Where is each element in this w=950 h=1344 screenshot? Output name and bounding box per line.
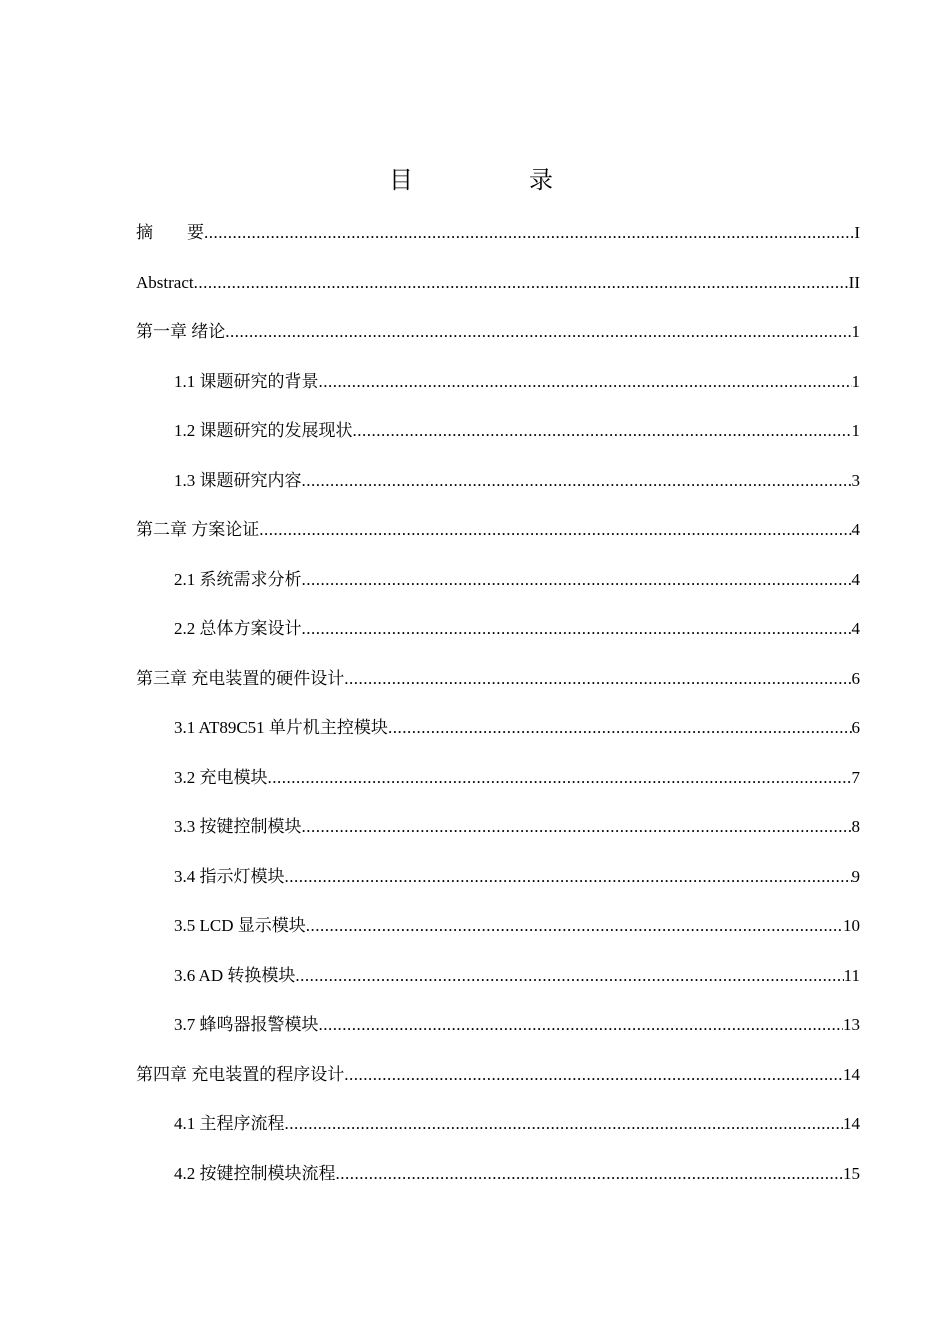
toc-entry-section-2-1[interactable] xyxy=(136,555,860,605)
toc-entry-section-3-1[interactable] xyxy=(136,703,860,753)
toc-entry-page: 3 xyxy=(851,470,860,490)
toc-entry-label: 1.3 课题研究内容 xyxy=(174,470,302,490)
page-title: 目 录 xyxy=(389,168,599,194)
toc-entry-page: I xyxy=(854,223,860,242)
toc-leader-dots xyxy=(344,1050,843,1100)
toc-entry-label: 3.6 AD 转换模块 xyxy=(174,965,296,985)
toc-entry-page: 10 xyxy=(843,916,860,935)
toc-entry-chapter-4[interactable] xyxy=(136,1050,860,1100)
toc-leader-dots xyxy=(194,258,849,308)
toc-leader-dots xyxy=(225,307,851,357)
toc-entry-page: II xyxy=(848,272,860,292)
toc-entry-section-1-3[interactable] xyxy=(136,456,860,506)
toc-entry-page: 9 xyxy=(851,866,860,886)
toc-leader-dots xyxy=(306,901,843,951)
toc-entry-page: 8 xyxy=(851,817,860,836)
toc-entry-label: 3.4 指示灯模块 xyxy=(174,866,285,886)
toc-leader-dots xyxy=(336,1149,844,1199)
toc-leader-dots xyxy=(302,604,852,654)
toc-entry-label: 2.2 总体方案设计 xyxy=(174,619,302,638)
toc-leader-dots xyxy=(319,1000,844,1050)
toc-entry-section-4-2[interactable] xyxy=(136,1149,860,1199)
toc-entry-label: 第一章 绪论 xyxy=(136,322,226,341)
toc-entry-page: 14 xyxy=(843,1064,860,1084)
toc-entry-section-1-1[interactable] xyxy=(136,357,860,407)
toc-entry-page: 7 xyxy=(851,767,860,787)
toc-leader-dots xyxy=(302,456,852,506)
toc-entry-label: 4.1 主程序流程 xyxy=(174,1114,285,1133)
toc-entry-label: 摘 要 xyxy=(136,223,204,242)
toc-entry-label: 3.5 LCD 显示模块 xyxy=(174,916,306,935)
toc-entry-section-4-1[interactable] xyxy=(136,1099,860,1149)
toc-entry-page: 14 xyxy=(843,1114,860,1133)
toc-leader-dots xyxy=(268,753,852,803)
toc-entry-page: 11 xyxy=(843,965,860,985)
toc-entry-section-3-5[interactable] xyxy=(136,901,860,951)
toc-entry-label: 4.2 按键控制模块流程 xyxy=(174,1163,336,1183)
toc-entry-page: 15 xyxy=(843,1163,860,1183)
toc-entry-chapter-1[interactable] xyxy=(136,307,860,357)
toc-entry-label: 1.1 课题研究的背景 xyxy=(174,371,319,391)
toc-entry-label: 3.7 蜂鸣器报警模块 xyxy=(174,1015,319,1034)
toc-entry-label: 3.3 按键控制模块 xyxy=(174,817,302,836)
toc-entry-page: 1 xyxy=(851,322,860,341)
toc-leader-dots xyxy=(319,357,852,407)
toc-entry-label: 第四章 充电装置的程序设计 xyxy=(136,1064,345,1084)
toc-entry-page: 1 xyxy=(851,421,860,440)
toc-leader-dots xyxy=(259,505,851,555)
toc-leader-dots xyxy=(285,852,852,902)
toc-entry-page: 4 xyxy=(851,520,860,539)
toc-entry-section-3-2[interactable] xyxy=(136,753,860,803)
toc-entry-section-3-6[interactable] xyxy=(136,951,860,1001)
toc-entry-label: 3.2 充电模块 xyxy=(174,767,268,787)
toc-entry-page: 6 xyxy=(851,718,860,737)
toc-entry-chapter-3[interactable] xyxy=(136,654,860,704)
toc-leader-dots xyxy=(353,406,852,456)
toc-entry-label: 第二章 方案论证 xyxy=(136,520,260,539)
toc-leader-dots xyxy=(388,703,852,753)
toc-entry-page: 4 xyxy=(851,569,860,589)
toc-list xyxy=(136,208,860,1198)
toc-leader-dots xyxy=(302,802,852,852)
toc-entry-section-2-2[interactable] xyxy=(136,604,860,654)
toc-entry-section-3-4[interactable] xyxy=(136,852,860,902)
toc-leader-dots xyxy=(285,1099,844,1149)
toc-entry-section-1-2[interactable] xyxy=(136,406,860,456)
toc-entry-abstract-cn[interactable] xyxy=(136,208,860,258)
toc-leader-dots xyxy=(204,208,854,258)
toc-leader-dots xyxy=(295,951,843,1001)
toc-entry-label: Abstract xyxy=(136,272,194,292)
toc-entry-section-3-3[interactable] xyxy=(136,802,860,852)
toc-entry-label: 第三章 充电装置的硬件设计 xyxy=(136,668,345,688)
toc-entry-page: 6 xyxy=(851,668,860,688)
toc-entry-chapter-2[interactable] xyxy=(136,505,860,555)
toc-leader-dots xyxy=(302,555,852,605)
toc-entry-page: 13 xyxy=(843,1015,860,1034)
toc-entry-section-3-7[interactable] xyxy=(136,1000,860,1050)
toc-leader-dots xyxy=(344,654,851,704)
toc-entry-page: 4 xyxy=(851,619,860,638)
toc-entry-label: 2.1 系统需求分析 xyxy=(174,569,302,589)
toc-entry-label: 1.2 课题研究的发展现状 xyxy=(174,421,353,440)
toc-entry-abstract-en[interactable] xyxy=(136,258,860,308)
toc-entry-page: 1 xyxy=(851,371,860,391)
toc-entry-label: 3.1 AT89C51 单片机主控模块 xyxy=(174,718,388,737)
